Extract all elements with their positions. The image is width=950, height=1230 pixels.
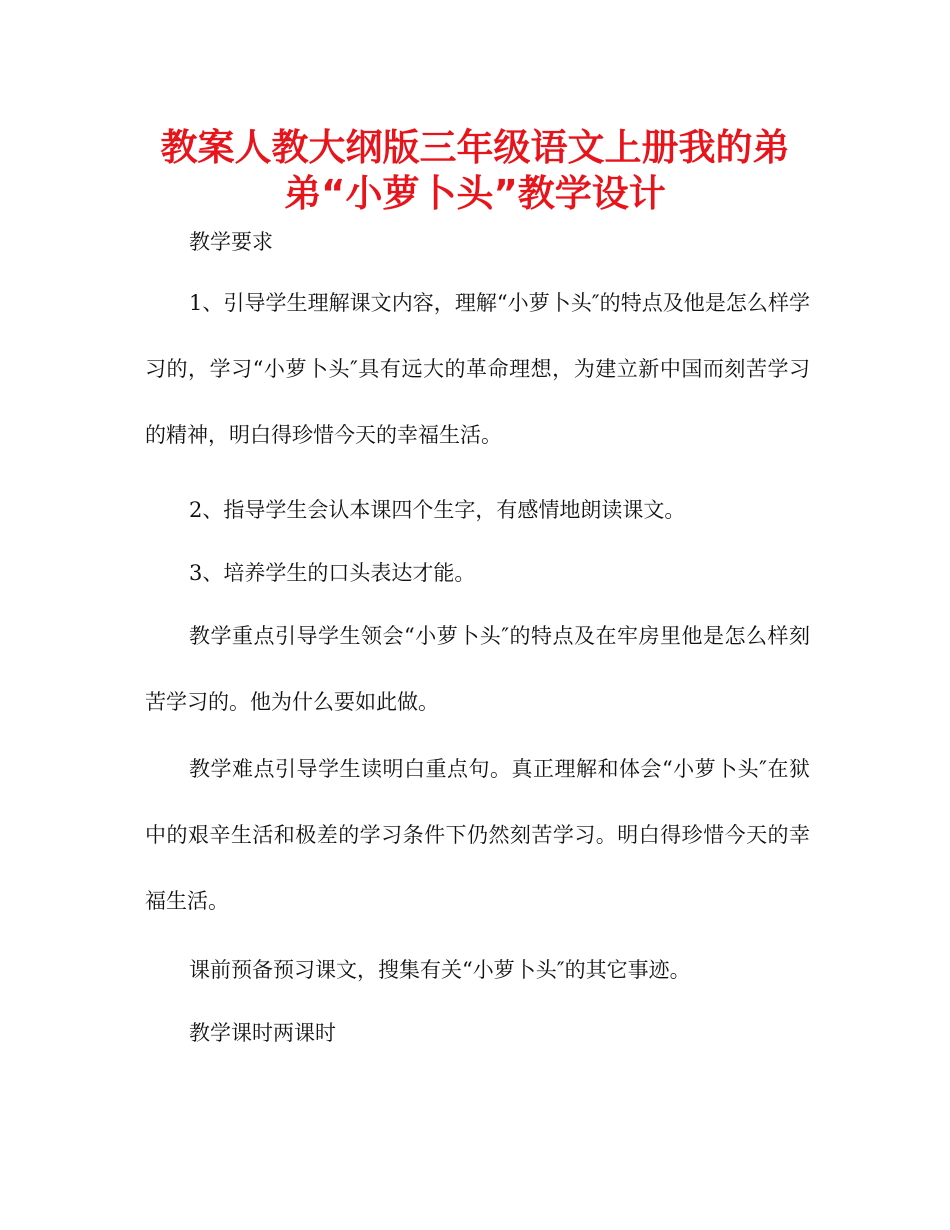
class-hours-paragraph: 教学课时两课时 — [189, 1021, 336, 1045]
requirement-item-3: 3、培养学生的口头表达才能。 — [189, 561, 476, 585]
section-heading-teaching-requirements: 教学要求 — [189, 230, 273, 254]
document-title-line-2: 弟“小萝卜头”教学设计 — [284, 172, 666, 215]
pre-class-preparation-paragraph: 课前预备预习课文，搜集有关“小萝卜头″的其它事迹。 — [189, 958, 691, 982]
document-title-line-1: 教案人教大纲版三年级语文上册我的弟 — [160, 126, 790, 169]
requirement-item-1: 1、引导学生理解课文内容，理解“小萝卜头″的特点及他是怎么样学习的，学习“小萝卜头″具有远大的革命理想，为建立新中国而刻苦学习的精神，明白得珍惜今天的幸福生活。 — [145, 291, 810, 447]
requirement-item-2: 2、指导学生会认本课四个生字，有感情地朗读课文。 — [189, 498, 686, 522]
teaching-difficulty-paragraph: 教学难点引导学生读明白重点句。真正理解和体会“小萝卜头″在狱中的艰辛生活和极差的学习条件下仍然刻苦学习。明白得珍惜今天的幸福生活。 — [145, 757, 810, 913]
teaching-focus-paragraph: 教学重点引导学生领会“小萝卜头″的特点及在牢房里他是怎么样刻苦学习的。他为什么要如此做。 — [145, 624, 810, 714]
